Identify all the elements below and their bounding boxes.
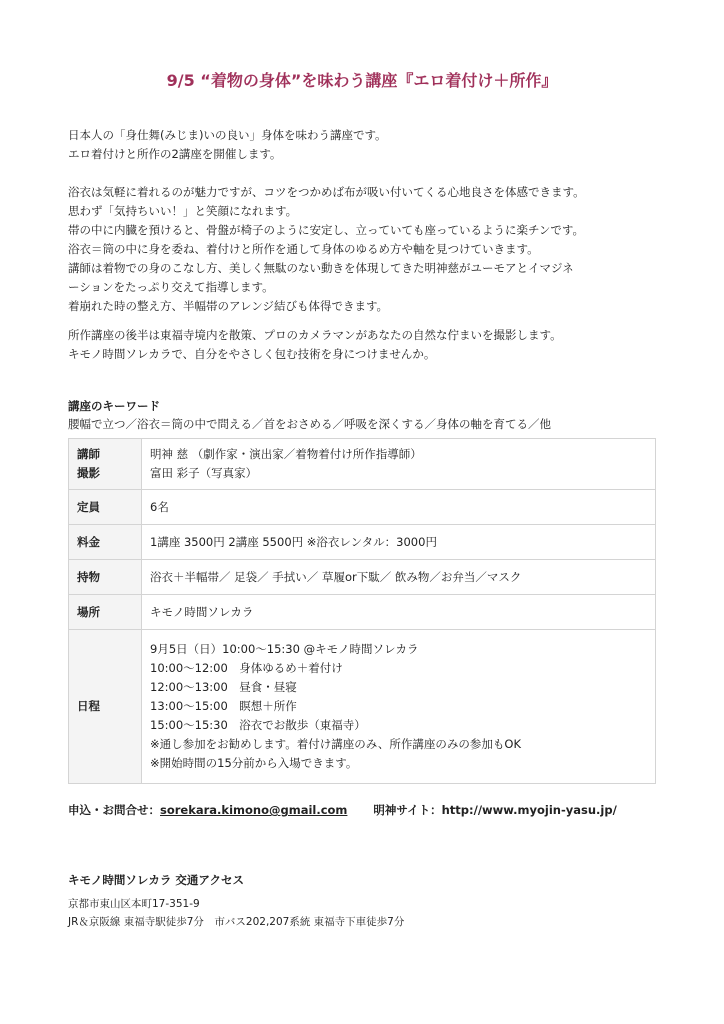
row-value: 6名 <box>142 490 656 525</box>
access-heading: キモノ時間ソレカラ 交通アクセス <box>68 873 245 887</box>
intro-line: ーションをたっぷり交えて指導します。 <box>68 280 274 294</box>
schedule-line: 15:00〜15:30 浴衣でお散歩（東福寺） <box>150 718 366 732</box>
intro-line: 講師は着物での身のこなし方、美しく無駄のない動きを体現してきた明神慈がユーモアとイマジネ <box>68 261 574 275</box>
intro-line: 着崩れた時の整え方、半幅帯のアレンジ結びも体得できます。 <box>68 299 389 313</box>
table-row <box>69 490 656 525</box>
contact-line <box>68 802 617 818</box>
schedule-line: 12:00〜13:00 昼食・昼寝 <box>150 680 297 694</box>
intro-line: 日本人の「身仕舞(みじま)いの良い」身体を味わう講座です。 <box>68 128 387 142</box>
table-row <box>69 439 656 490</box>
schedule-line: 9月5日（日）10:00〜15:30 @キモノ時間ソレカラ <box>150 642 419 656</box>
intro-line: エロ着付けと所作の2講座を開催します。 <box>68 147 282 161</box>
table-row <box>69 525 656 560</box>
title-prefix: 9/5 “着物の身体”を味わう講座『 <box>166 71 414 90</box>
intro-line: 帯の中に内臓を預けると、骨盤が椅子のように安定し、立っていても座っているように楽チンです。 <box>68 223 584 237</box>
site-label: 明神サイト： <box>373 803 442 817</box>
label-photographer: 撮影 <box>77 466 100 480</box>
email-link[interactable]: sorekara.kimono@gmail.com <box>160 803 348 817</box>
row-label: 場所 <box>69 595 142 630</box>
row-value <box>142 630 656 784</box>
title-suffix: 』 <box>541 71 558 90</box>
keywords-heading: 講座のキーワード <box>68 399 160 413</box>
intro-line: 所作講座の後半は東福寺境内を散策、プロのカメラマンがあなたの自然な佇まいを撮影します。 <box>68 328 562 342</box>
info-table <box>68 438 656 784</box>
intro-line: キモノ時間ソレカラで、自分をやさしく包む技術を身につけませんか。 <box>68 347 436 361</box>
table-row <box>69 560 656 595</box>
site-link[interactable]: http://www.myojin-yasu.jp/ <box>441 803 617 817</box>
intro-line: 思わず「気持ちいい！」と笑顔になれます。 <box>68 204 298 218</box>
keywords-text: 腰幅で立つ／浴衣＝筒の中で問える／首をおさめる／呼吸を深くする／身体の軸を育てる／他 <box>68 417 551 431</box>
row-label <box>69 439 142 490</box>
access-address: 京都市東山区本町17-351-9 <box>68 898 200 910</box>
schedule-line: ※通し参加をお勧めします。着付け講座のみ、所作講座のみの参加もOK <box>150 737 521 751</box>
access-route: JR＆京阪線 東福寺駅徒歩7分 市バス202,207系統 東福寺下車徒歩7分 <box>68 916 405 928</box>
apply-label: 申込・お問合せ： <box>68 803 160 817</box>
label-instructor: 講師 <box>77 447 100 461</box>
row-value: 浴衣＋半幅帯／ 足袋／ 手拭い／ 草履or下駄／ 飲み物／お弁当／マスク <box>142 560 656 595</box>
intro-line: 浴衣＝筒の中に身を委ね、着付けと所作を通して身体のゆるめ方や軸を見つけていきます。 <box>68 242 539 256</box>
photographer-name: 富田 彩子（写真家） <box>150 466 258 480</box>
schedule-line: 10:00〜12:00 身体ゆるめ＋着付け <box>150 661 343 675</box>
intro-line: 浴衣は気軽に着れるのが魅力ですが、コツをつかめば布が吸い付いてくる心地良さを体感できます。 <box>68 185 585 199</box>
row-label: 持物 <box>69 560 142 595</box>
schedule-line: ※開始時間の15分前から入場できます。 <box>150 756 358 770</box>
row-label: 日程 <box>69 630 142 784</box>
row-value <box>142 439 656 490</box>
table-row <box>69 630 656 784</box>
page-title <box>0 68 724 91</box>
row-value: キモノ時間ソレカラ <box>142 595 656 630</box>
row-value: 1講座 3500円 2講座 5500円 ※浴衣レンタル：3000円 <box>142 525 656 560</box>
intro-text <box>68 126 668 364</box>
row-label: 料金 <box>69 525 142 560</box>
instructor-name: 明神 慈 （劇作家・演出家／着物着付け所作指導師） <box>150 447 422 461</box>
table-row <box>69 595 656 630</box>
schedule-line: 13:00〜15:00 瞑想＋所作 <box>150 699 297 713</box>
title-emphasis: エロ着付け＋所作 <box>413 71 542 90</box>
row-label: 定員 <box>69 490 142 525</box>
